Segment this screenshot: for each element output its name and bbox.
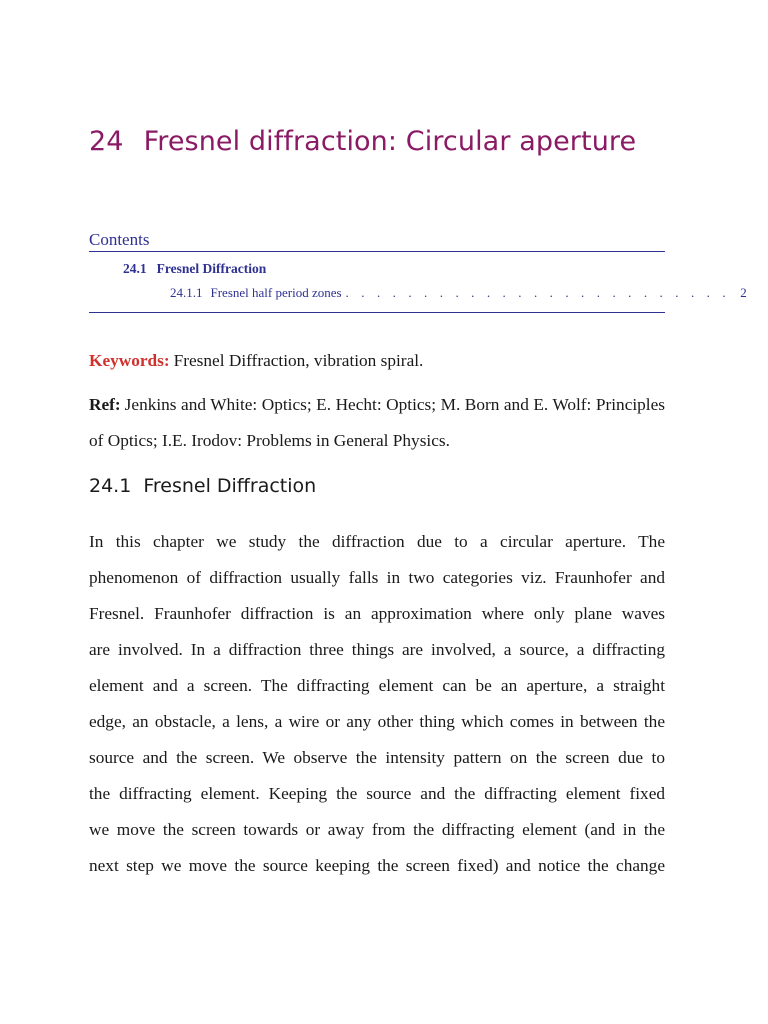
- toc-section-title: Fresnel Diffraction: [156, 261, 267, 276]
- contents-bottom-rule: [89, 312, 665, 313]
- keywords-line: [89, 351, 665, 371]
- body-line: are involved. In a diffraction three things are involved, a source, a diffracting: [89, 640, 665, 659]
- toc-link-subsection[interactable]: [170, 285, 747, 301]
- toc-section-number: 24.1: [123, 261, 147, 276]
- body-line: we move the screen towards or away from the diffracting element (and in the: [89, 820, 665, 839]
- body-line: edge, an obstacle, a lens, a wire or any other thing which comes in between the: [89, 712, 665, 731]
- keywords-text: Fresnel Diffraction, vibration spiral.: [173, 351, 424, 370]
- body-line: next step we move the source keeping the screen fixed) and notice the change: [89, 856, 665, 875]
- contents-heading: Contents: [89, 230, 150, 249]
- body-line: phenomenon of diffraction usually falls in two categories viz. Fraunhofer and: [89, 568, 665, 587]
- references-paragraph: [89, 387, 665, 459]
- ref-label: Ref:: [89, 395, 121, 414]
- ref-text: Jenkins and White: Optics; E. Hecht: Optics; M. Born and E. Wolf: Principles of Optics; I.E. Irodov: Problems in General Physics.: [89, 395, 665, 450]
- toc-subsection-title: Fresnel half period zones: [210, 285, 342, 300]
- chapter-title-text: Fresnel diffraction: Circular aperture: [143, 126, 637, 157]
- toc-link-section[interactable]: [123, 261, 266, 277]
- section-heading: [89, 475, 316, 497]
- body-line: the diffracting element. Keeping the source and the diffracting element fixed: [89, 784, 665, 803]
- body-line: source and the screen. We observe the intensity pattern on the screen due to: [89, 748, 665, 767]
- toc-page-number: 2: [740, 285, 747, 300]
- contents-top-rule: [89, 251, 665, 252]
- chapter-title: [89, 126, 636, 157]
- toc-leader-dots: . . . . . . . . . . . . . . . . . . . . . . . . .: [345, 285, 731, 300]
- body-line: Fresnel. Fraunhofer diffraction is an approximation where only plane waves: [89, 604, 665, 623]
- body-line: element and a screen. The diffracting element can be an aperture, a straight: [89, 676, 665, 695]
- body-line: In this chapter we study the diffraction due to a circular aperture. The: [89, 532, 665, 551]
- toc-subsection-number: 24.1.1: [170, 285, 203, 300]
- section-number: 24.1: [89, 475, 132, 497]
- keywords-label: Keywords:: [89, 351, 170, 370]
- chapter-number: 24: [89, 126, 124, 157]
- body-paragraph: [89, 530, 665, 890]
- section-title-text: Fresnel Diffraction: [143, 475, 317, 497]
